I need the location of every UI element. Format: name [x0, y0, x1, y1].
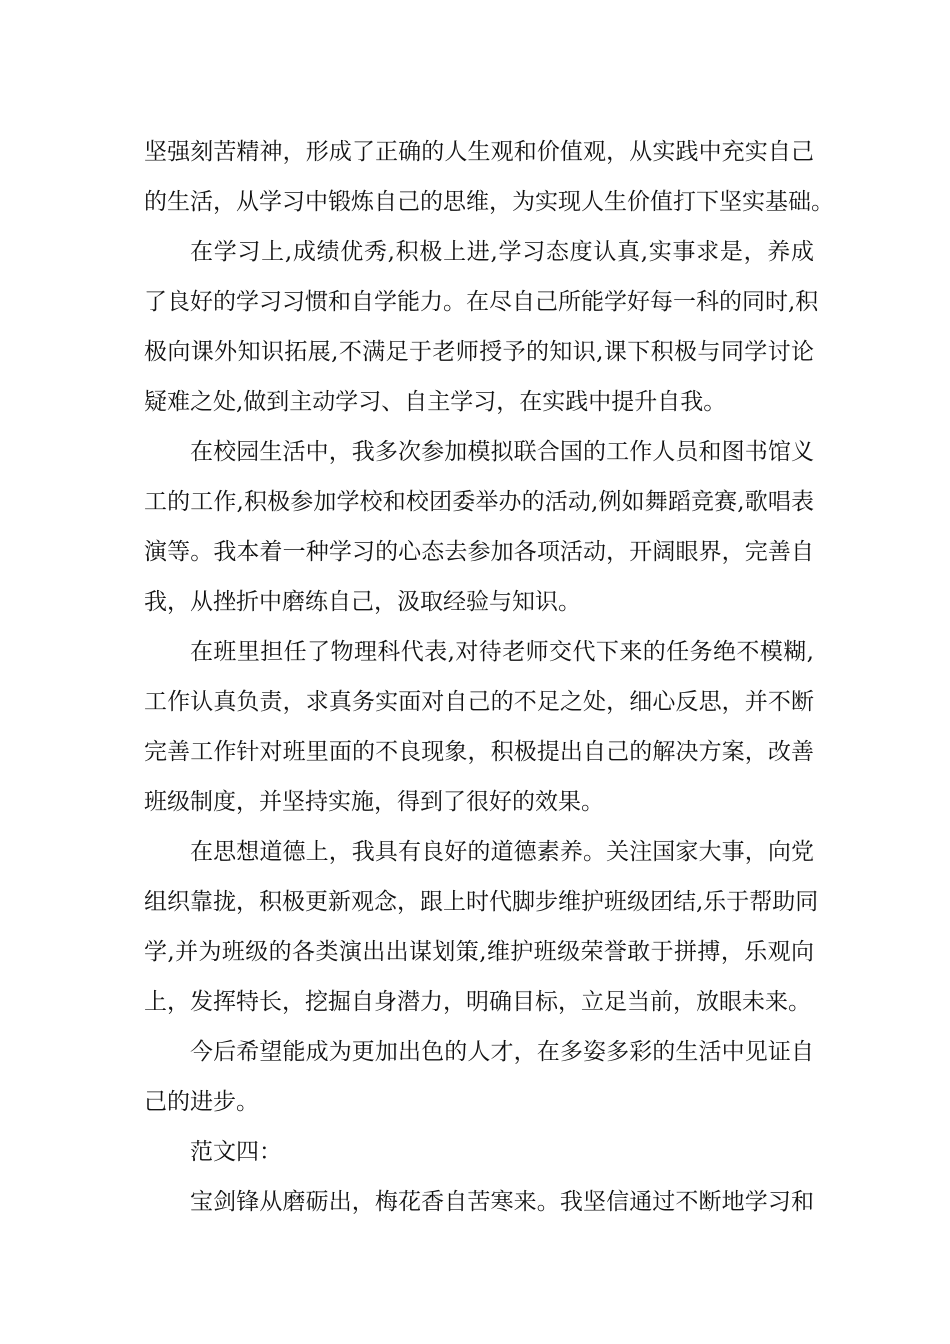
text-line: 在班里担任了物理科代表,对待老师交代下来的任务绝不模糊, — [190, 639, 814, 665]
text-line: 在校园生活中，我多次参加模拟联合国的工作人员和图书馆义 — [190, 439, 814, 465]
text-line: 宝剑锋从磨砺出，梅花香自苦寒来。我坚信通过不断地学习和 — [190, 1189, 814, 1215]
text-line: 疑难之处,做到主动学习、自主学习，在实践中提升自我。 — [144, 389, 727, 415]
text-line: 的生活，从学习中锻炼自己的思维，为实现人生价值打下坚实基础。 — [144, 189, 834, 215]
text-line: 班级制度，并坚持实施，得到了很好的效果。 — [144, 789, 604, 815]
text-line: 学,并为班级的各类演出出谋划策,维护班级荣誉敢于拼搏，乐观向 — [144, 939, 814, 965]
text-line: 上，发挥特长，挖掘自身潜力，明确目标，立足当前，放眼未来。 — [144, 989, 811, 1015]
text-line: 工作认真负责，求真务实面对自己的不足之处，细心反思，并不断 — [144, 689, 814, 715]
text-line: 己的进步。 — [144, 1089, 259, 1115]
text-line: 演等。我本着一种学习的心态去参加各项活动，开阔眼界，完善自 — [144, 539, 814, 565]
text-line: 在思想道德上，我具有良好的道德素养。关注国家大事，向党 — [190, 839, 814, 865]
text-line: 了良好的学习习惯和自学能力。在尽自己所能学好每一科的同时,积 — [144, 289, 819, 315]
text-line: 工的工作,积极参加学校和校团委举办的活动,例如舞蹈竞赛,歌唱表 — [144, 489, 814, 515]
text-line: 在学习上,成绩优秀,积极上进,学习态度认真,实事求是，养成 — [190, 239, 814, 265]
text-line: 极向课外知识拓展,不满足于老师授予的知识,课下积极与同学讨论 — [144, 339, 814, 365]
text-line: 坚强刻苦精神，形成了正确的人生观和价值观，从实践中充实自己 — [144, 139, 814, 165]
text-line: 今后希望能成为更加出色的人才，在多姿多彩的生活中见证自 — [190, 1039, 814, 1065]
text-line: 完善工作针对班里面的不良现象，积极提出自己的解决方案，改善 — [144, 739, 814, 765]
text-line: 我，从挫折中磨练自己，汲取经验与知识。 — [144, 589, 581, 615]
section-heading: 范文四： — [190, 1139, 282, 1165]
text-line: 组织靠拢，积极更新观念，跟上时代脚步维护班级团结,乐于帮助同 — [144, 889, 819, 915]
